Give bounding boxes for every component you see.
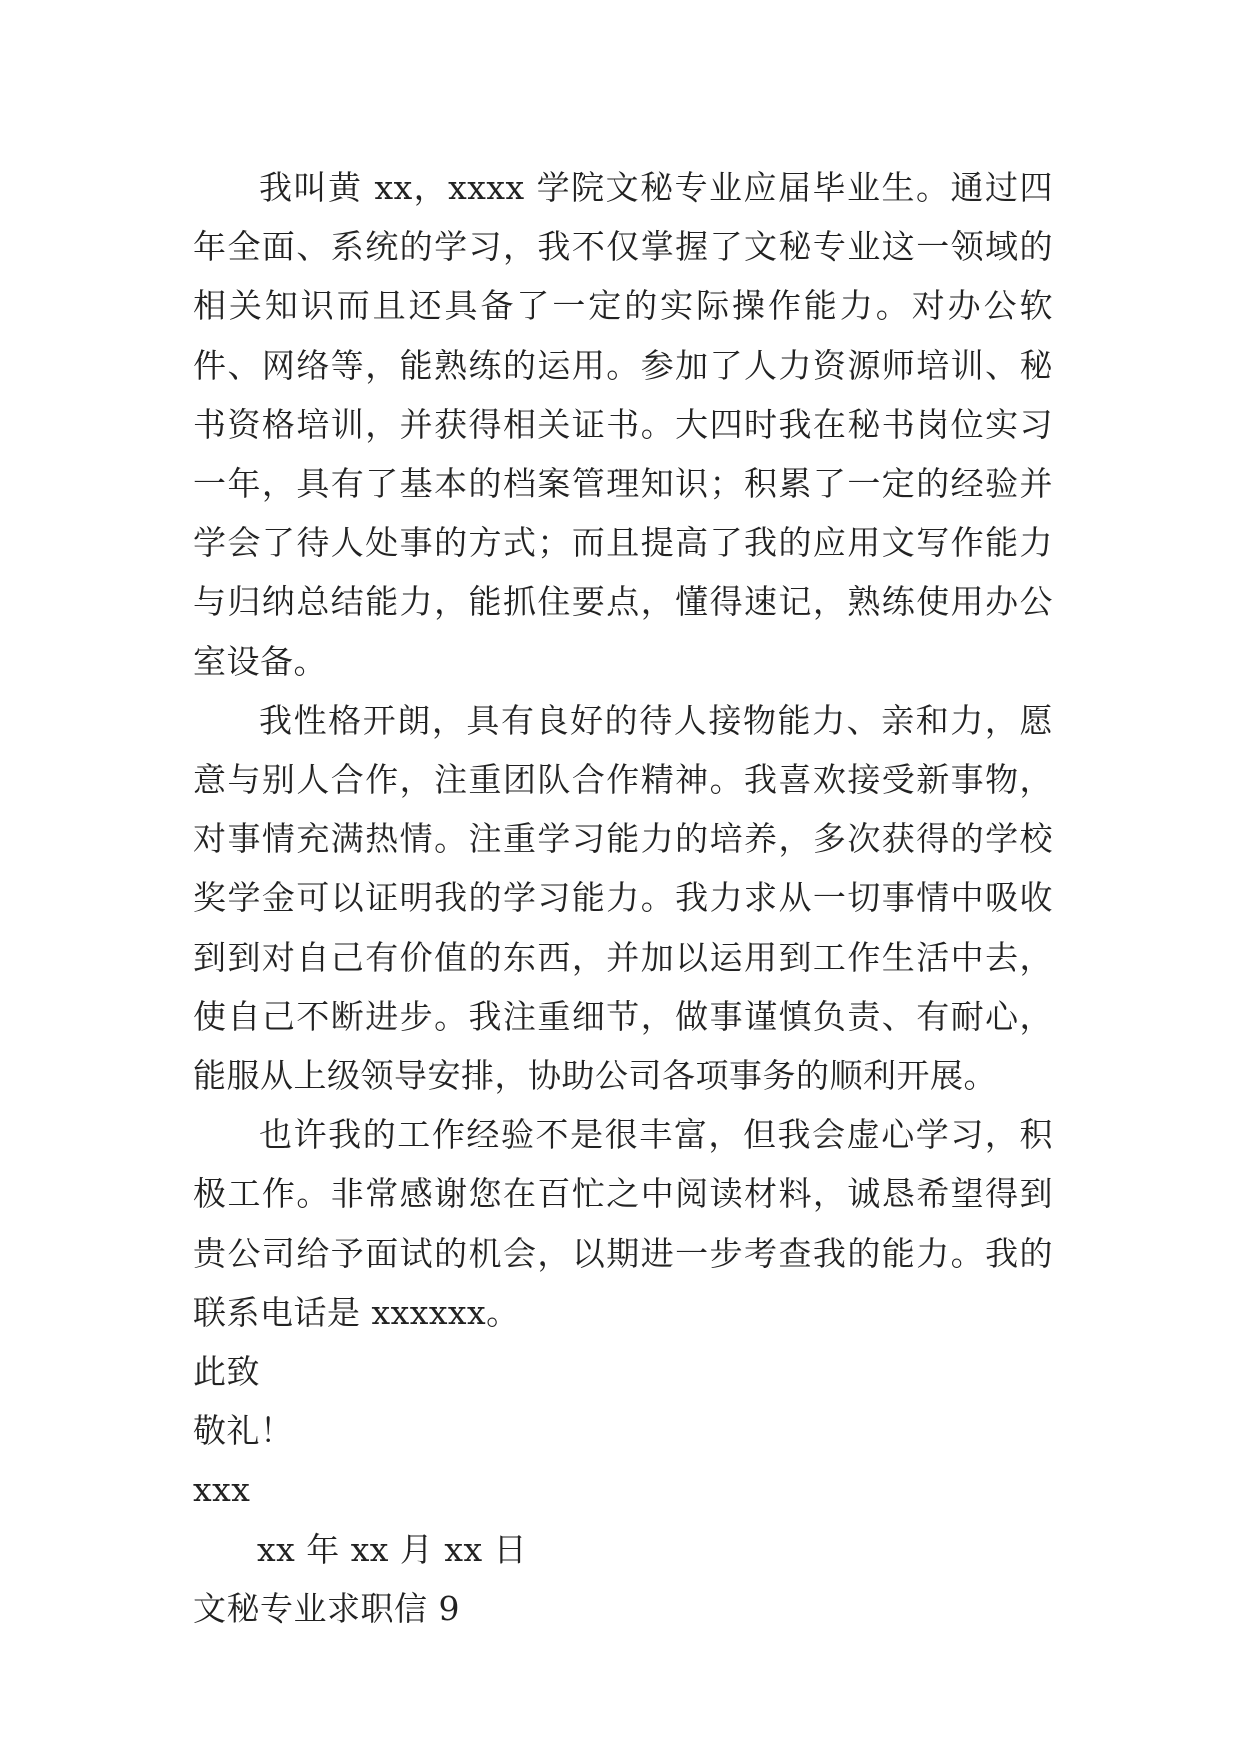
letter-paragraph-2: 我性格开朗，具有良好的待人接物能力、亲和力，愿意与别人合作，注重团队合作精神。我喜欢接受新事物，对事情充满热情。注重学习能力的培养，多次获得的学校奖学金可以证明我的学习能力。我力求从一切事情中吸收到到对自己有价值的东西，并加以运用到工作生活中去，使自己不断进步。我注重细节，做事谨慎负责、有耐心，能服从上级领导安排，协助公司各项事务的顺利开展。 [193,700,1053,1096]
letter-salutation: 敬礼！ [193,1411,294,1451]
letter-paragraph-3: 也许我的工作经验不是很丰富，但我会虚心学习，积极工作。非常感谢您在百忙之中阅读材料，诚恳希望得到贵公司给予面试的机会，以期进一步考查我的能力。我的联系电话是 xxxxxx。 [193,1115,1053,1332]
letter-date: xx 年 xx 月 xx 日 [257,1529,528,1569]
letter-signature: xxx [193,1470,251,1510]
next-section-title: 文秘专业求职信 9 [193,1588,460,1628]
letter-body [193,158,1053,1638]
letter-closing: 此致 [193,1352,260,1392]
letter-paragraph-1: 我叫黄 xx，xxxx 学院文秘专业应届毕业生。通过四年全面、系统的学习，我不仅掌握了文秘专业这一领域的相关知识而且还具备了一定的实际操作能力。对办公软件、网络等，能熟练的运用。参加了人力资源师培训、秘书资格培训，并获得相关证书。大四时我在秘书岗位实习一年，具有了基本的档案管理知识；积累了一定的经验并学会了待人处事的方式；而且提高了我的应用文写作能力与归纳总结能力，能抓住要点，懂得速记，熟练使用办公室设备。 [193,168,1053,681]
